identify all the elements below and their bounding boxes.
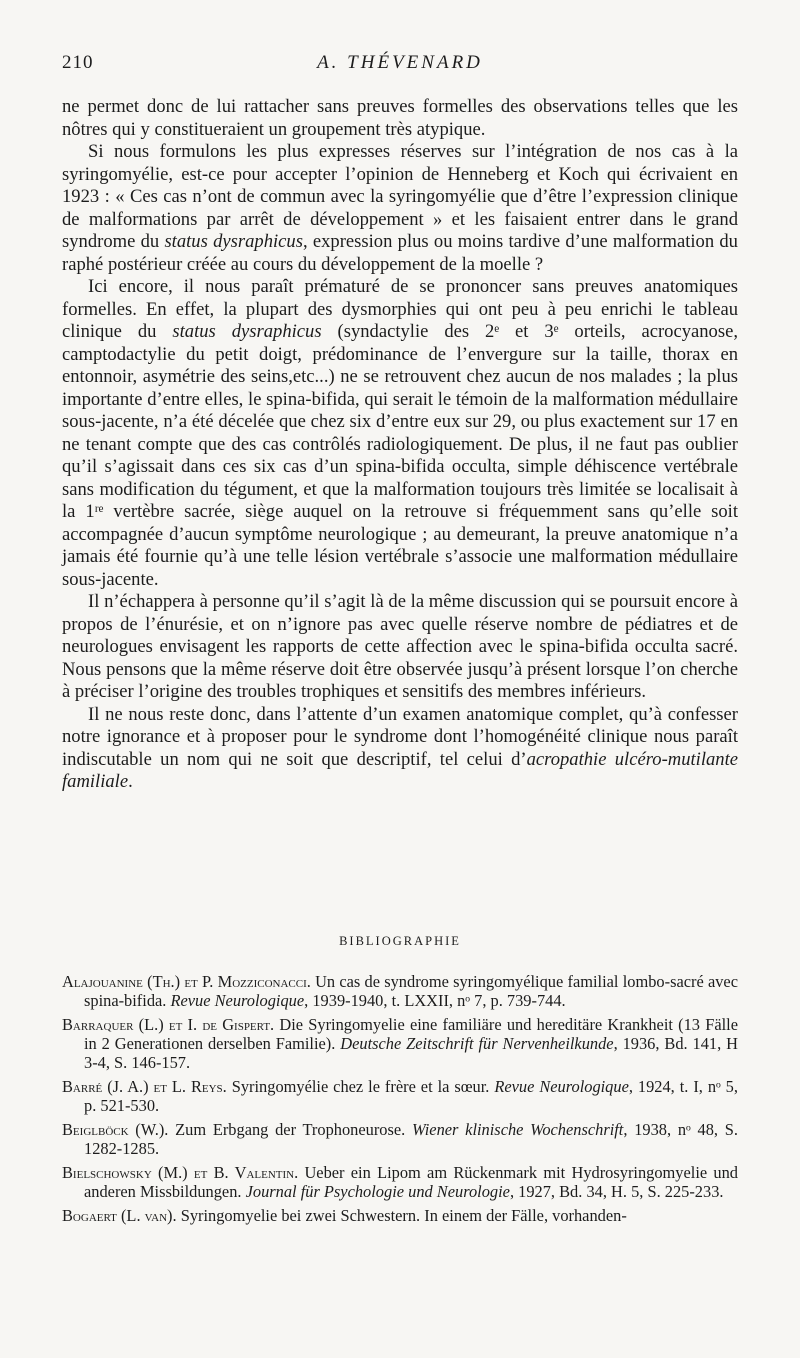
reference-title: Ueber ein Lipom am Rückenmark mit Hydrosyringomyelie und anderen Missbildungen. — [84, 1163, 738, 1201]
text-run: Il n’échappera à personne qu’il s’agit là de la même discussion qui se poursuit encore à propos de l’énurésie, et on n’ignore pas avec quelle réserve nombre de pédiatres et de neurologues envisagent les rapports de cette affection avec le spina-bifida occulta sacré. Nous pensons que la même réserve doit être observée jusqu’à présent lorsque l’on cherche à préciser l’origine des troubles trophiques et sensitifs des membres inférieurs. — [62, 591, 738, 702]
paragraph — [62, 96, 738, 141]
text-run: (syndactylie des 2ᵉ et 3ᵉ orteils, acrocyanose, camptodactylie du petit doigt, prédominance de l’envergure sur la taille, thorax en entonnoir, asymétrie des seins,etc...) ne se retrouvent chez aucun de nos malades ; la plus importante d’entre elles, le spina-bifida, qui serait le témoin de la malformation médullaire sous-jacente, n’a été décelée que chez six d’entre eux sur 29, ou plus exactement sur 17 en ne tenant compte que des cas contrôlés radiologiquement. De plus, il ne faut pas oublier qu’il s’agissait dans ces six cas d’un spina-bifida occulta, simple déhiscence vertébrale sans modification du tégument, et que la malformation toujours très limitée se localisait à la 1ʳᵉ vertèbre sacrée, siège auquel on la retrouve si fréquemment sans qu’elle soit accompagnée d’aucun symptôme neurologique ; au demeurant, la preuve anatomique n’a jamais été fournie qu’à une telle lésion vertébrale s’associe une malformation médullaire sous-jacente. — [62, 321, 738, 590]
reference-author: Bogaert (L. van). — [62, 1206, 177, 1225]
reference-details: , 1936, Bd. 141, H 3-4, S. 146-157. — [84, 1034, 738, 1072]
paragraph — [62, 704, 738, 794]
bibliography-entry — [62, 1206, 738, 1225]
bibliography-entry — [62, 1015, 738, 1072]
reference-author: Bielschowsky (M.) et B. Valentin. — [62, 1163, 299, 1182]
reference-title: Zum Erbgang der Trophoneurose. — [168, 1120, 412, 1139]
reference-details: , 1938, nᵒ 48, S. 1282-1285. — [84, 1120, 738, 1158]
reference-author: Barré (J. A.) et L. Reys. — [62, 1077, 227, 1096]
body-text — [62, 96, 738, 794]
reference-journal: Journal für Psychologie und Neurologie — [245, 1182, 510, 1201]
reference-details: , 1939-1940, t. LXXII, nᵒ 7, p. 739-744. — [304, 991, 566, 1010]
text-run: . — [128, 771, 133, 792]
reference-author: Alajouanine (Th.) et P. Mozziconacci. — [62, 972, 311, 991]
reference-title: Syringomyélie chez le frère et la sœur. — [226, 1077, 495, 1096]
bibliography-entry — [62, 972, 738, 1010]
italic-text: status dysraphicus — [172, 321, 322, 342]
reference-journal: Revue Neurologique — [170, 991, 305, 1010]
page-header — [62, 52, 738, 78]
bibliography-entry — [62, 1077, 738, 1115]
reference-details: , 1927, Bd. 34, H. 5, S. 225-233. — [509, 1182, 724, 1201]
reference-title: Die Syringomyelie eine familiäre und hereditäre Krankheit (13 Fälle in 2 Generationen derselben Familie). — [84, 1015, 738, 1053]
bibliography-list — [62, 972, 738, 1230]
bibliography-entry — [62, 1163, 738, 1201]
reference-title: Syringomyelie bei zwei Schwestern. In einem der Fälle, vorhanden- — [176, 1206, 627, 1225]
reference-title: Un cas de syndrome syringomyélique familial lombo-sacré avec spina-bifida. — [84, 972, 738, 1010]
reference-journal: Revue Neurologique — [494, 1077, 629, 1096]
italic-text: status dysraphicus — [164, 231, 303, 252]
text-run: Si nous formulons les plus expresses réserves sur l’intégration de nos cas à la syringomyélie, est-ce pour accepter l’opinion de Henneberg et Koch qui écrivaient en 1923 : « Ces cas n’ont de commun avec la syringomyélie que d’être l’expression clinique de malformations par arrêt de développement » et les faisaient entrer dans le grand syndrome du — [62, 141, 738, 252]
text-run: ne permet donc de lui rattacher sans preuves formelles des observations telles que les nôtres qui y constitueraient un groupement très atypique. — [62, 96, 738, 140]
text-run: Ici encore, il nous paraît prématuré de se prononcer sans preuves anatomiques formelles. En effet, la plupart des dysmorphies qui ont peu à peu enrichi le tableau clinique du — [62, 276, 738, 342]
paragraph — [62, 141, 738, 276]
reference-journal: Deutsche Zeitschrift für Nervenheilkunde — [340, 1034, 614, 1053]
paragraph — [62, 276, 738, 591]
italic-text: acropathie ulcéro-mutilante familiale — [62, 748, 738, 792]
bibliography-entry — [62, 1120, 738, 1158]
reference-author: Barraquer (L.) et I. de Gispert. — [62, 1015, 275, 1034]
reference-journal: Wiener klinische Wochenschrift — [412, 1120, 624, 1139]
text-run: Il ne nous reste donc, dans l’attente d’un examen anatomique complet, qu’à confesser notre ignorance et à proposer pour le syndrome dont l’homogénéité clinique nous paraît indiscutable un nom qui ne soit que descriptif, tel celui d’ — [62, 703, 738, 770]
text-run: , expression plus ou moins tardive d’une malformation du raphé postérieur créée au cours du développement de la moelle ? — [62, 231, 738, 275]
bibliography-title: BIBLIOGRAPHIE — [339, 934, 461, 948]
reference-author: Beiglböck (W.). — [62, 1120, 169, 1139]
page-number: 210 — [62, 52, 94, 73]
paragraph — [62, 591, 738, 704]
running-title: A. THÉVENARD — [317, 52, 483, 73]
reference-details: , 1924, t. I, nᵒ 5, p. 521-530. — [84, 1077, 738, 1115]
